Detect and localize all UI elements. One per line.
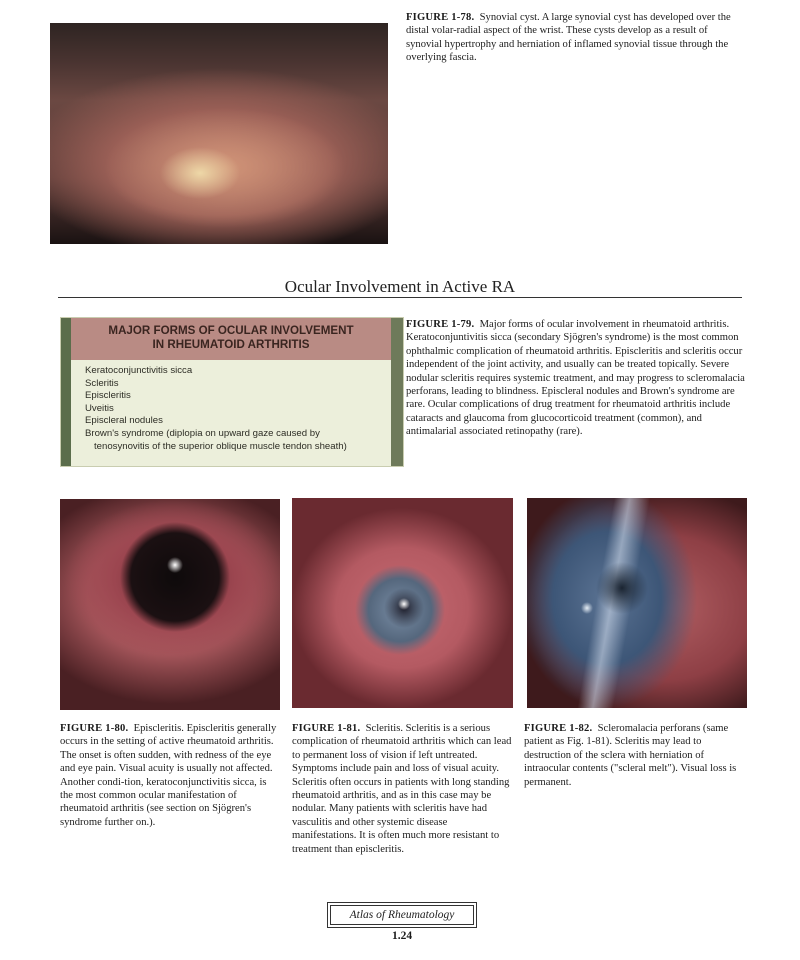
caption-text: Scleritis. Scleritis is a serious complication of rheumatoid arthritis which can lead to permanent loss of vision if left untreated. Symptoms include pain and loss of visual acuity. Scleritis often occurs in patients with long standing rheumatoid arthritis, and as in this case may be nodular. Many patients with scleritis have had vasculitis and other systemic disease manifestations. It is often much more resistant to treatment than episcleritis. bbox=[292, 723, 512, 855]
book-title-box: Atlas of Rheumatology bbox=[330, 905, 474, 925]
list-item: Episcleritis bbox=[85, 390, 131, 402]
table-header bbox=[71, 318, 391, 360]
caption-text: Scleromalacia perforans (same patient as Fig. 1-81). Scleritis may lead to destruction of the sclera with herniation of intraocular contents ("scleral melt"). Visual loss is permanent. bbox=[524, 723, 737, 788]
caption-text: Episcleritis. Episcleritis generally occurs in the setting of active rheumatoid arthritis. The onset is often sudden, with redness of the eye and eye pain. Visual acuity is usually not affected. Another condi-tion, keratoconjunctivitis sicca, is the most common ocular manifestation of rheumatoid arthritis (see section on Sjögren's syndrome further on.). bbox=[60, 723, 277, 828]
caption-text: Synovial cyst. A large synovial cyst has developed over the distal volar-radial aspect of the wrist. These cysts develop as a result of synovial hypertrophy and herniation of inflamed synovial tissue through the overlying fascia. bbox=[406, 12, 731, 64]
figure-1-81-caption bbox=[292, 722, 514, 856]
figure-1-79-caption bbox=[406, 318, 746, 439]
table-title-line1: MAJOR FORMS OF OCULAR INVOLVEMENT bbox=[108, 324, 354, 337]
list-item: Episcleral nodules bbox=[85, 415, 163, 427]
list-item: Uveitis bbox=[85, 402, 114, 414]
table-left-bar bbox=[61, 318, 71, 466]
table-title-line2: IN RHEUMATOID ARTHRITIS bbox=[152, 338, 310, 351]
figure-label: FIGURE 1-80. bbox=[60, 723, 129, 734]
list-item: tenosynovitis of the superior oblique muscle tendon sheath) bbox=[94, 440, 347, 452]
table-right-bar bbox=[391, 318, 403, 466]
figure-1-80-episcleritis-photo bbox=[60, 499, 280, 710]
figure-1-79-table bbox=[60, 317, 404, 467]
ocular-forms-list bbox=[85, 365, 347, 453]
list-item: Brown's syndrome (diplopia on upward gaze caused by bbox=[85, 427, 320, 439]
figure-1-78-caption bbox=[406, 11, 746, 65]
figure-1-80-caption bbox=[60, 722, 282, 829]
figure-label: FIGURE 1-81. bbox=[292, 723, 361, 734]
list-item: Keratoconjunctivitis sicca bbox=[85, 365, 193, 376]
figure-label: FIGURE 1-78. bbox=[406, 12, 475, 23]
figure-1-82-caption bbox=[524, 722, 746, 789]
figure-1-78-wrist-photo bbox=[50, 23, 388, 244]
figure-label: FIGURE 1-82. bbox=[524, 723, 593, 734]
figure-label: FIGURE 1-79. bbox=[406, 319, 475, 330]
section-divider bbox=[58, 297, 742, 298]
figure-1-82-scleromalacia-photo bbox=[527, 498, 747, 708]
list-item: Scleritis bbox=[85, 377, 119, 389]
figure-1-81-scleritis-photo bbox=[292, 498, 513, 708]
page-number: 1.24 bbox=[391, 930, 413, 942]
section-title: Ocular Involvement in Active RA bbox=[284, 277, 516, 296]
caption-text: Major forms of ocular involvement in rheumatoid arthritis. Keratoconjuntivitis sicca (secondary Sjögren's syndrome) is the most common ophthalmic complication of rheumatoid arthritis. Episcleritis and scleritis occur independent of the joint activity, and usually can be treated topically. Severe nodular scleritis requires systemic treatment, and may progress to scleromalacia perforans, leading to blindness. Episcleral nodules and Brown's syndrome are rare. Ocular complications of drug treatment for rheumatoid arthritis include cataracts and glaucoma from glucocorticoid treatment (common), and antimalarial associated retinopathy (rare). bbox=[406, 319, 745, 438]
